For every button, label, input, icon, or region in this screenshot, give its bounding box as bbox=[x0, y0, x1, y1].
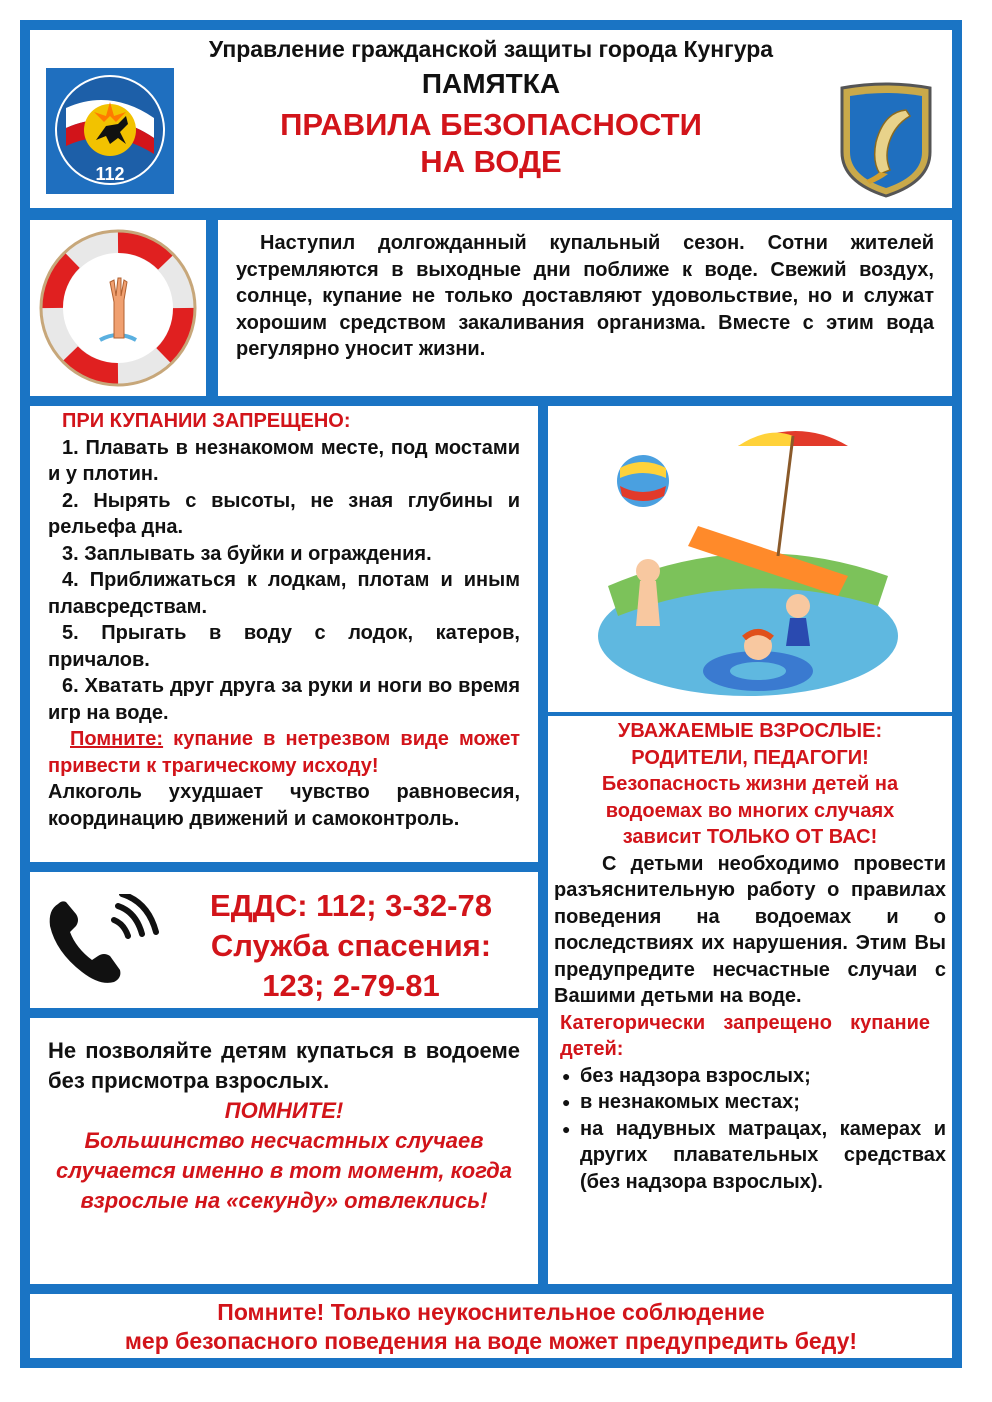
doc-type: ПАМЯТКА bbox=[421, 68, 561, 99]
org-name: Управление гражданской защиты города Кунгура bbox=[208, 36, 774, 62]
footer bbox=[30, 1294, 952, 1358]
edds-phone: ЕДДС: 112; 3-32-78 bbox=[210, 888, 492, 923]
intro-text: Наступил долгожданный купальный сезон. Сотни жителей устремляются в выходные дни поближе к воде. Свежий воздух, солнце, купание не только доставляют удовольствие, но и служат хорошим средством закаливания организма. Вместе с этим вода регулярно уносит жизни. bbox=[236, 232, 934, 360]
footer-line-1: Помните! Только неукоснительное соблюдение bbox=[217, 1299, 765, 1325]
prohibited-item-2: 2. Нырять с высоты, не зная глубины и рельефа дна. bbox=[48, 489, 520, 538]
footer-line-2: мер безопасного поведения на воде может предупредить беду! bbox=[124, 1328, 858, 1354]
prohibited-item-6: 6. Хватать друг друга за руки и ноги во время игр на воде. bbox=[48, 675, 520, 724]
warning-remember: ПОМНИТЕ! bbox=[224, 1098, 344, 1123]
kids-illustration-panel bbox=[548, 406, 952, 712]
adults-body: С детьми необходимо провести разъяснительную работу о правилах поведения на водоемах и о последствиях их нарушения. Этим Вы предупредите несчастные случаи с Вашими детьми на воде. bbox=[554, 852, 946, 1007]
adults-heading-2: РОДИТЕЛИ, ПЕДАГОГИ! bbox=[631, 746, 869, 769]
title-line-1: ПРАВИЛА БЕЗОПАСНОСТИ bbox=[280, 107, 702, 142]
prohibited-item-4: 4. Приближаться к лодкам, плотам и иным плавсредствам. bbox=[48, 569, 520, 618]
adults-bullet-3: ● на надувных матрацах, камерах и других плавательных средствах (без надзора взрослых). bbox=[554, 1116, 946, 1196]
remember-text: купание в нетрезвом виде может привести к трагическому исходу! bbox=[48, 728, 520, 777]
header bbox=[30, 30, 952, 208]
warning-panel bbox=[30, 1018, 538, 1284]
prohibited-item-5: 5. Прыгать в воду с лодок, катеров, причалов. bbox=[48, 622, 520, 671]
alcohol-text: Алкоголь ухудшает чувство равновесия, координацию движений и самоконтроль. bbox=[48, 781, 520, 830]
contacts-panel bbox=[30, 872, 538, 1008]
prohibited-item-3: 3. Заплывать за буйки и ограждения. bbox=[62, 542, 432, 565]
phone-icon bbox=[44, 894, 160, 990]
lifebuoy-icon bbox=[30, 220, 206, 396]
kids-swimming-illustration bbox=[548, 406, 952, 712]
warning-italic: Большинство несчастных случаев случается именно в тот момент, когда взрослые на «секунду» отвлеклись! bbox=[56, 1128, 512, 1213]
city-coat-of-arms bbox=[836, 82, 936, 200]
adults-heading-1: УВАЖАЕМЫЕ ВЗРОСЛЫЕ: bbox=[617, 720, 883, 742]
adults-bullet-2: ● в незнакомых местах; bbox=[554, 1089, 946, 1116]
prohibited-heading: ПРИ КУПАНИИ ЗАПРЕЩЕНО: bbox=[62, 410, 351, 432]
lifebuoy-panel bbox=[30, 220, 206, 396]
adults-safety: Безопасность жизни детей на водоемах во многих случаях зависит ТОЛЬКО ОТ ВАС! bbox=[601, 773, 899, 848]
logo-number: 112 bbox=[95, 164, 125, 184]
rescue-service-label: Служба спасения: bbox=[210, 928, 492, 963]
intro-panel bbox=[218, 220, 952, 396]
warning-text: Не позволяйте детям купаться в водоеме без присмотра взрослых. bbox=[48, 1038, 520, 1093]
adults-bullet-1: ● без надзора взрослых; bbox=[554, 1063, 946, 1090]
remember-label: Помните: bbox=[70, 728, 164, 750]
rescue-service-phone: 123; 2-79-81 bbox=[262, 968, 440, 1003]
prohibited-panel bbox=[30, 406, 538, 862]
adults-panel bbox=[548, 716, 952, 1284]
adults-forbidden-heading: Категорически запрещено купание детей: bbox=[560, 1011, 930, 1060]
title-line-2: НА ВОДЕ bbox=[420, 144, 562, 179]
page-title bbox=[30, 106, 952, 180]
prohibited-item-1: 1. Плавать в незнакомом месте, под мостами и у плотин. bbox=[48, 436, 520, 485]
remember-note bbox=[48, 726, 520, 779]
